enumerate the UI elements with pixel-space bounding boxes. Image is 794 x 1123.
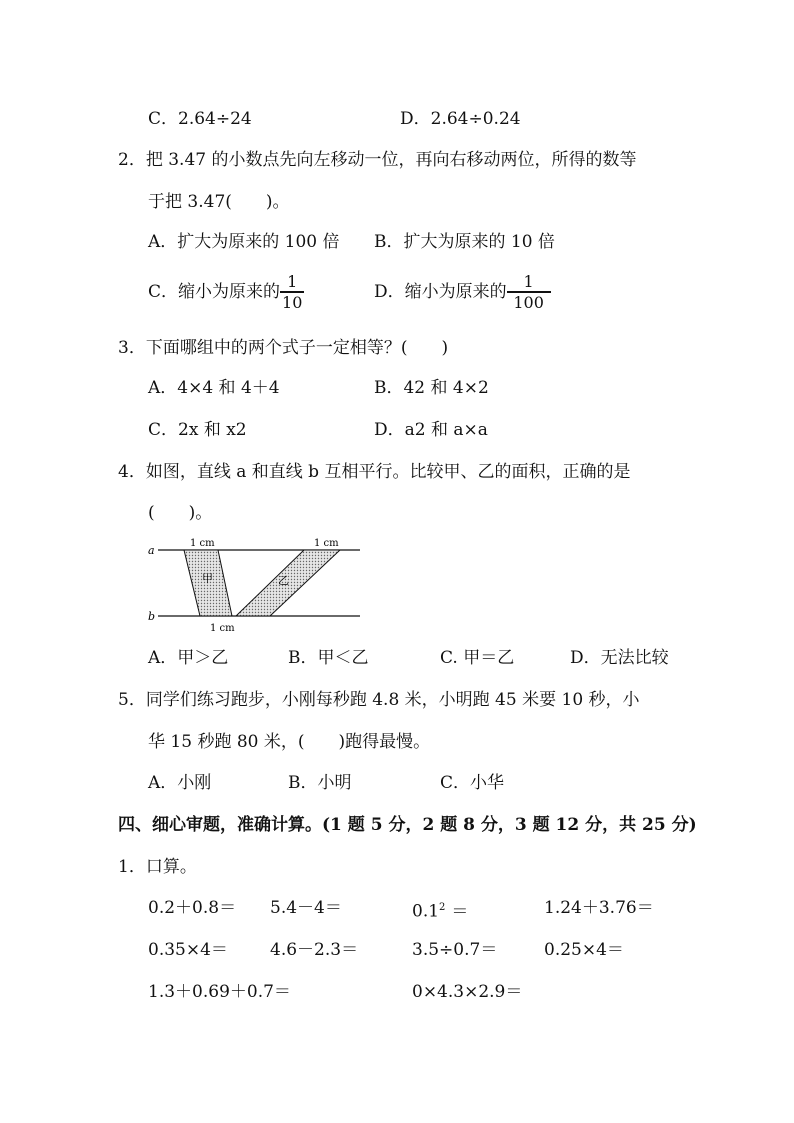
q4-option-d: D．无法比较: [570, 648, 669, 668]
q5-option-b: B．小明: [288, 773, 352, 793]
q5-stem-line1: 5．同学们练习跑步，小刚每秒跑 4.8 米，小明跑 45 米要 10 秒，小: [118, 690, 640, 710]
q4-option-c: C. 甲＝乙: [440, 648, 515, 668]
q1-option-d: D．2.64÷0.24: [400, 109, 521, 129]
q3-stem: 3．下面哪组中的两个式子一定相等？( ): [118, 338, 449, 358]
q2-option-c-text: C．缩小为原来的: [148, 282, 281, 302]
q2-stem-line2: 于把 3.47( )。: [148, 192, 290, 212]
calc-item: 1.24＋3.76＝: [544, 898, 654, 918]
calc-item: 0×4.3×2.9＝: [412, 982, 523, 1002]
q4-stem-line1: 4．如图，直线 a 和直线 b 互相平行。比较甲、乙的面积，正确的是: [118, 462, 631, 482]
calc-title: 1．口算。: [118, 857, 197, 877]
base: 0.1: [412, 901, 440, 922]
q5-option-a: A．小刚: [148, 773, 212, 793]
dim-top-right: 1 cm: [314, 538, 339, 549]
calc-item: 5.4－4＝: [270, 898, 342, 918]
dim-top-left: 1 cm: [190, 538, 215, 549]
denominator: 100: [507, 291, 551, 312]
q5-option-c: C．小华: [440, 773, 505, 793]
q1-option-c: C．2.64÷24: [148, 109, 252, 129]
q2-option-d-text: D．缩小为原来的: [374, 282, 507, 302]
q2-option-c: [148, 272, 304, 312]
calc-item: [412, 898, 468, 922]
q4-option-b: B．甲＜乙: [288, 648, 369, 668]
denominator: 10: [282, 293, 303, 312]
calc-item: 0.35×4＝: [148, 940, 228, 960]
calc-item: 0.2＋0.8＝: [148, 898, 237, 918]
calc-item: 1.3＋0.69＋0.7＝: [148, 982, 291, 1002]
q5-stem-line2: 华 15 秒跑 80 米，( )跑得最慢。: [148, 732, 431, 752]
calc-item: 0.25×4＝: [544, 940, 624, 960]
q2-option-d: [374, 272, 551, 312]
label-yi: 乙: [278, 574, 289, 587]
section-title: 四、细心审题，准确计算。(1 题 5 分，2 题 8 分，3 题 12 分，共 25 分): [118, 815, 697, 835]
q2-stem-line1: 2．把 3.47 的小数点先向左移动一位，再向右移动两位，所得的数等: [118, 150, 637, 170]
q3-option-d: D．a2 和 a×a: [374, 420, 488, 440]
calc-item: 3.5÷0.7＝: [412, 940, 498, 960]
exponent: 2: [439, 902, 446, 913]
dim-bottom: 1 cm: [210, 623, 235, 634]
label-a: a: [148, 544, 155, 557]
parallel-lines-figure: [140, 530, 370, 640]
equals: ＝: [451, 901, 469, 922]
q4-option-a: A．甲＞乙: [148, 648, 229, 668]
label-b: b: [148, 610, 156, 623]
fraction: [507, 272, 551, 312]
numerator: 1: [287, 272, 298, 291]
fraction: [280, 272, 304, 312]
numerator: 1: [523, 272, 534, 291]
q2-option-a: A．扩大为原来的 100 倍: [148, 232, 340, 252]
q4-stem-line2: ( )。: [148, 503, 213, 523]
q3-option-b: B．42 和 4×2: [374, 378, 489, 398]
label-jia: 甲: [202, 572, 213, 585]
q3-option-c: C．2x 和 x2: [148, 420, 247, 440]
q3-option-a: A．4×4 和 4＋4: [148, 378, 280, 398]
calc-item: 4.6－2.3＝: [270, 940, 359, 960]
q2-option-b: B．扩大为原来的 10 倍: [374, 232, 555, 252]
